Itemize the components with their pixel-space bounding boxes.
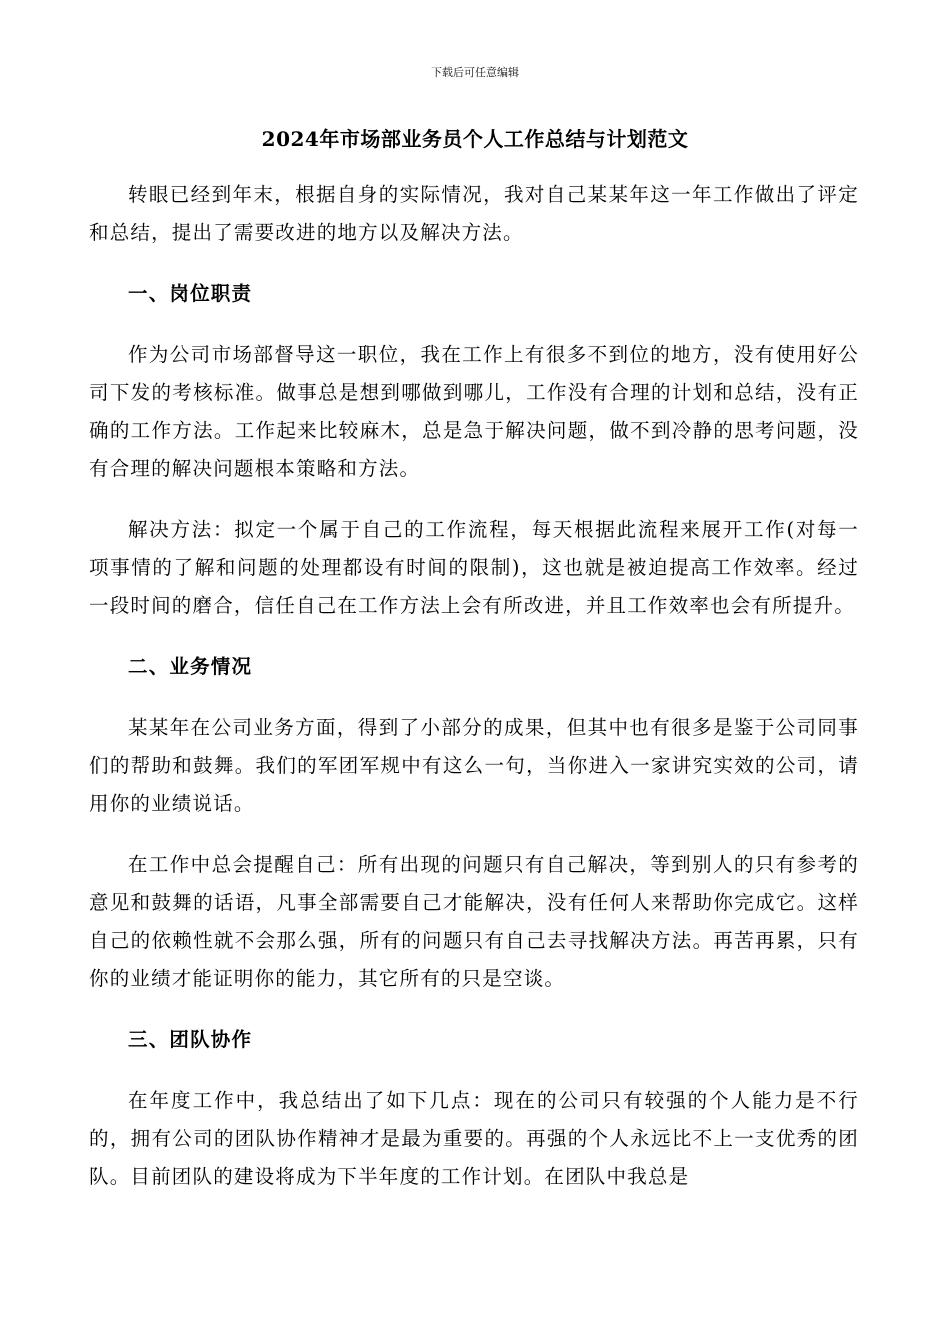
- document-body: [89, 176, 859, 1196]
- section-heading-3: 三、团队协作: [128, 1028, 253, 1051]
- section-2-paragraph-1: 某某年在公司业务方面，得到了小部分的成果，但其中也有很多是鉴于公司同事们的帮助和鼓舞。我们的军团军规中有这么一句，当你进入一家讲究实效的公司，请用你的业绩说话。: [89, 716, 859, 815]
- intro-paragraph: 转眼已经到年末，根据自身的实际情况，我对自己某某年这一年工作做出了评定和总结，提出了需要改进的地方以及解决方法。: [89, 183, 859, 244]
- section-heading-2: 二、业务情况: [128, 655, 253, 678]
- section-3-paragraph-1: 在年度工作中，我总结出了如下几点：现在的公司只有较强的个人能力是不行的，拥有公司的团队协作精神才是最为重要的。再强的个人永远比不上一支优秀的团队。目前团队的建设将成为下半年度的工作计划。在团队中我总是: [89, 1089, 859, 1188]
- document-title: 2024年市场部业务员个人工作总结与计划范文: [261, 127, 689, 151]
- section-1-paragraph-1: 作为公司市场部督导这一职位，我在工作上有很多不到位的地方，没有使用好公司下发的考核标准。做事总是想到哪做到哪儿，工作没有合理的计划和总结，没有正确的工作方法。工作起来比较麻木，总是急于解决问题，做不到冷静的思考问题，没有合理的解决问题根本策略和方法。: [89, 343, 859, 480]
- section-heading-1: 一、岗位职责: [128, 282, 253, 305]
- section-1-paragraph-2: 解决方法：拟定一个属于自己的工作流程，每天根据此流程来展开工作(对每一项事情的了解和问题的处理都设有时间的限制)，这也就是被迫提高工作效率。经过一段时间的磨合，信任自己在工作方法上会有所改进，并且工作效率也会有所提升。: [89, 518, 859, 617]
- section-2-paragraph-2: 在工作中总会提醒自己：所有出现的问题只有自己解决，等到别人的只有参考的意见和鼓舞的话语，凡事全部需要自己才能解决，没有任何人来帮助你完成它。这样自己的依赖性就不会那么强，所有的问题只有自己去寻找解决方法。再苦再累，只有你的业绩才能证明你的能力，其它所有的只是空谈。: [89, 853, 859, 990]
- header-note: 下载后可任意编辑: [431, 66, 519, 79]
